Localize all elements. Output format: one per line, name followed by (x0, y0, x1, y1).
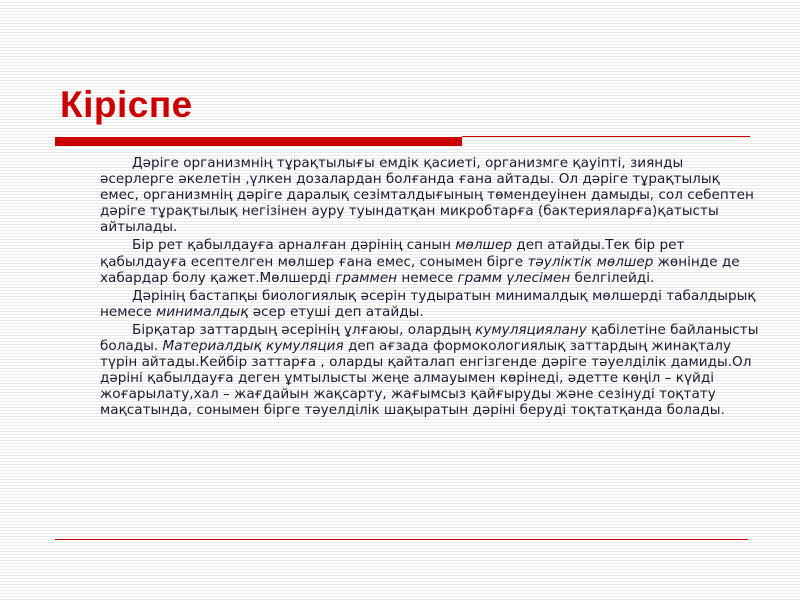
text-run: әсер етуші деп атайды. (248, 303, 424, 320)
footer-rule (55, 539, 748, 540)
term-dose: мөлшер (455, 237, 512, 254)
slide-title: Кіріспе (60, 84, 193, 125)
slide-body (100, 155, 760, 421)
term-gram-fractions: грамм үлесімен (457, 269, 571, 286)
text-run: жөнінде де хабардар болу қажет.Мөлшерді (100, 253, 740, 286)
text-run: деп атайды.Тек бір рет қабылдауға есептелген мөлшер ғана емес, сонымен бірге (100, 237, 685, 270)
paragraph-drug-resistance (100, 155, 760, 235)
term-minimal: минималдық (156, 303, 249, 320)
term-grams: граммен (335, 269, 398, 286)
text-run: немесе (397, 269, 458, 286)
term-material-cumulation: Материалдық кумуляция (162, 338, 344, 355)
text-run: қабілетіне байланысты болады. (100, 321, 759, 355)
title-underline-thick (55, 137, 462, 146)
term-cumulation: кумуляциялану (475, 321, 587, 338)
text-run: Бір рет қабылдауға арналған дәрінің санын (132, 237, 456, 254)
text-run: деп ағзада формокологиялық заттардың жинақталу түрін айтады.Кейбір заттарға , оларды қайталап енгізгенде дәріге тәуелділік дамиды.Ол дәріні қабылдауға деген ұмтылысты жеңе алмауымен көрінеді, әдетте көңіл – күйді жоғарылату,хал – жағдайын жақсарту, жағымсыз қайғыруды және сезінуді тоқтату мақсатында, сонымен бірге тәуелділік шақыратын дәріні беруді тоқтатқанда болады. (100, 338, 752, 419)
text-run: белгілейді. (570, 269, 655, 286)
paragraph-minimal-dose (100, 288, 760, 320)
term-daily-dose: тәуліктік мөлшер (527, 253, 654, 270)
paragraph-dose (100, 237, 760, 285)
text-run: Дәрінің бастапқы биологиялық әсерін тудыратын минималдық мөлшерді табалдырық немесе (100, 287, 756, 320)
paragraph-text: Дәріге организмнің тұрақтылығы емдік қасиеті, организмге қауіпті, зиянды әсерлерге әкелетін ,үлкен дозалардан болғанда ғана айтады. Ол дәріге тұрақтылық емес, организмнің дәріге даралық сезімталдығының төмендеуінен дамыды, сол себептен дәріге тұрақтылық негізінен ауру туындатқан микробтарға (бактерияларға)қатысты айтылады. (100, 155, 754, 236)
paragraph-cumulation (100, 322, 760, 419)
text-run: Бірқатар заттардың әсерінің ұлғаюы, олардың (132, 321, 476, 338)
title-underline-thin (462, 136, 750, 137)
